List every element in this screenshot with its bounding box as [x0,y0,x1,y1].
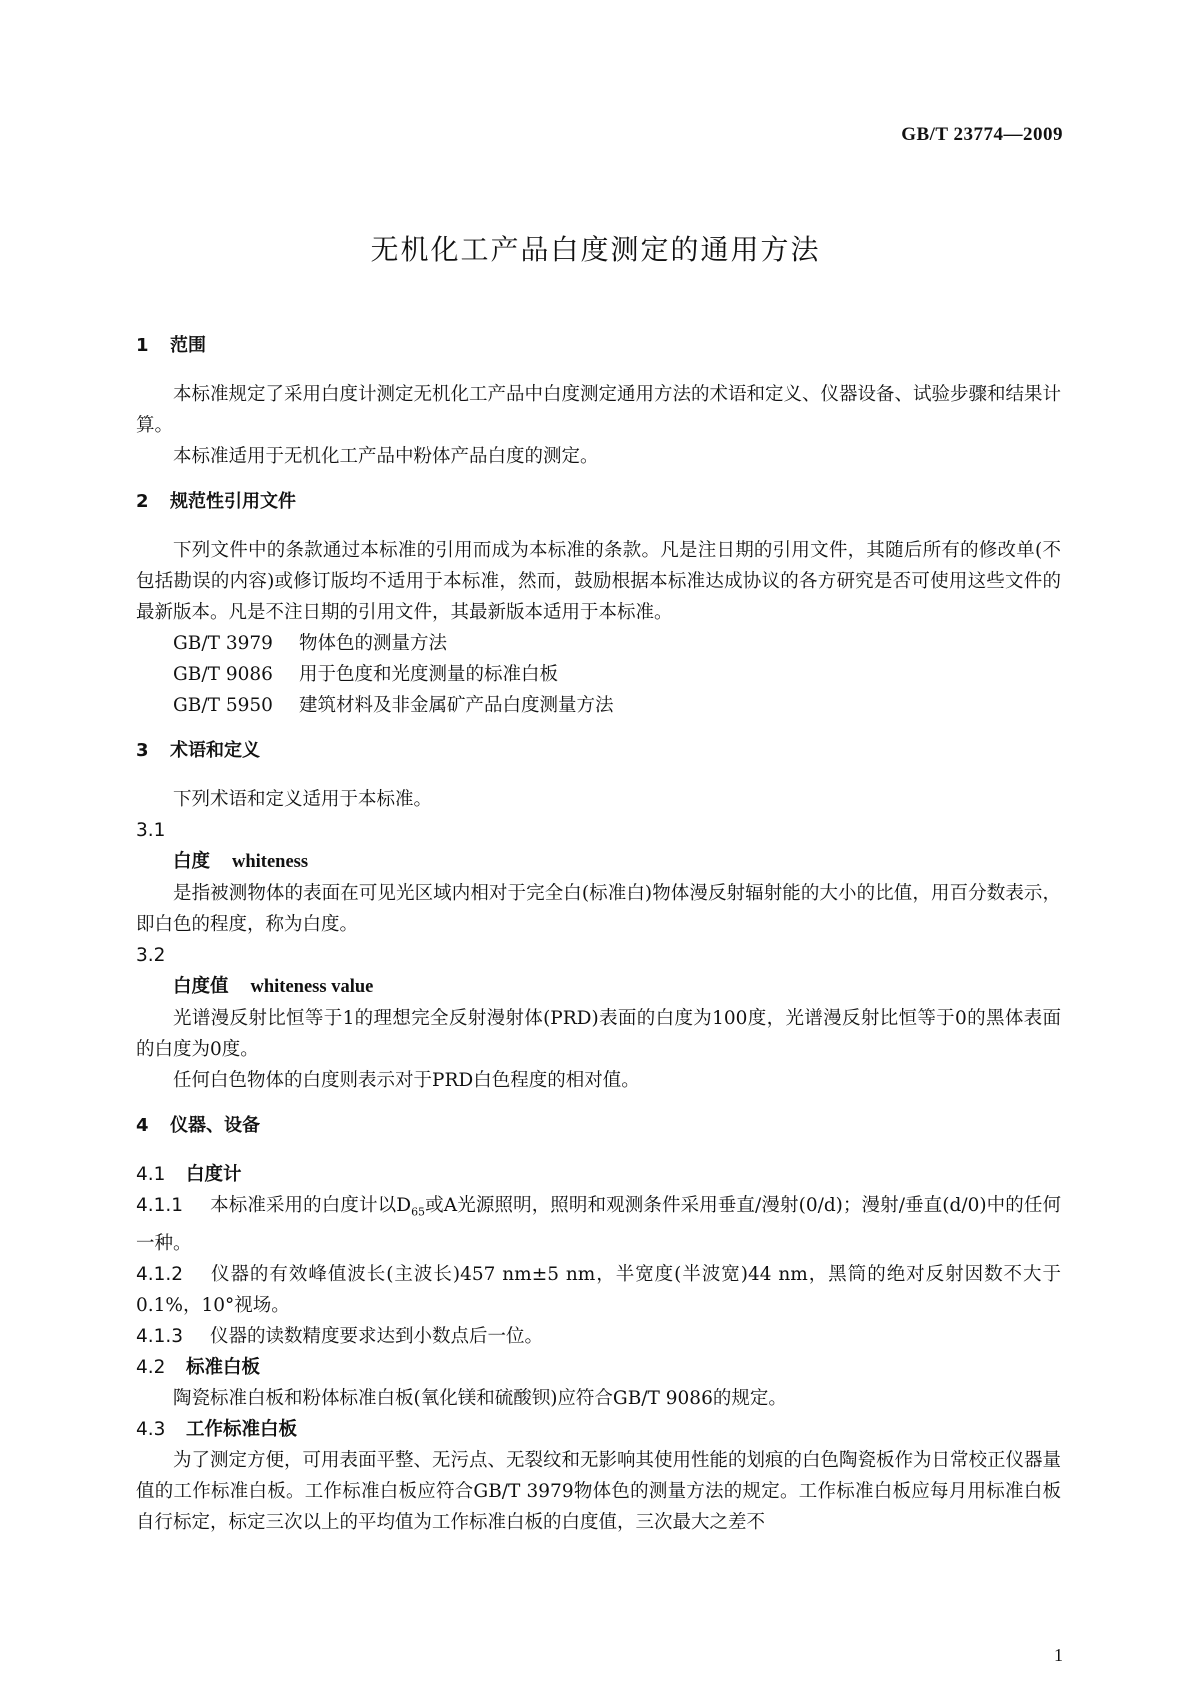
term-en: whiteness value [250,977,374,997]
paragraph: 本标准规定了采用白度计测定无机化工产品中白度测定通用方法的术语和定义、仪器设备、试验步骤和结果计算。 [136,384,1062,436]
paragraph: 下列术语和定义适用于本标准。 [173,789,433,810]
reference-name: 建筑材料及非金属矿产品白度测量方法 [299,695,614,716]
clause [136,1190,1061,1259]
subsection-title: 标准白板 [186,1356,261,1378]
clause [136,1321,1061,1352]
section-number: 3 [136,740,149,761]
reference-name: 用于色度和光度测量的标准白板 [299,664,559,685]
term-definition: 任何白色物体的白度则表示对于PRD白色程度的相对值。 [173,1070,640,1091]
clause-number: 4.1.3 [136,1325,184,1347]
section-heading-terms [136,735,1061,766]
subsection-heading [136,1352,1061,1383]
term-definition: 是指被测物体的表面在可见光区域内相对于完全白(标准白)物体漫反射辐射能的大小的比值，用百分数表示，即白色的程度，称为白度。 [136,883,1061,935]
section-number: 1 [136,335,149,356]
clause-number: 3.2 [136,945,166,966]
section-title: 仪器、设备 [170,1115,260,1136]
clause-number: 4.1.2 [136,1263,184,1285]
term-definition: 光谱漫反射比恒等于1的理想完全反射漫射体(PRD)表面的白度为100度，光谱漫反射比恒等于0的黑体表面的白度为0度。 [136,1008,1061,1060]
clause-number: 3.1 [136,820,166,841]
section-title: 范围 [170,335,206,356]
term-cn: 白度 [173,851,211,872]
paragraph: 本标准适用于无机化工产品中粉体产品白度的测定。 [173,446,599,467]
reference-code: GB/T 3979 [173,633,273,654]
section-number: 4 [136,1115,149,1136]
reference-item [136,628,1061,659]
clause-text: 或A光源照明，照明和观测条件采用垂直/漫射(0/d)；漫射/垂直(d/0)中的任何一种。 [136,1195,1061,1254]
subscript: 65 [411,1205,426,1219]
subsection-heading [136,1159,1061,1190]
paragraph: 陶瓷标准白板和粉体标准白板(氧化镁和硫酸钡)应符合GB/T 9086的规定。 [173,1387,787,1409]
section-heading-instruments [136,1110,1061,1141]
reference-code: GB/T 9086 [173,664,273,685]
document-title: 无机化工产品白度测定的通用方法 [370,233,821,266]
section-title: 规范性引用文件 [170,491,296,512]
standard-code: GB/T 23774—2009 [901,124,1063,145]
term-heading [136,846,1061,878]
clause-number: 4.1.1 [136,1195,184,1216]
reference-code: GB/T 5950 [173,695,273,716]
clause-text: 本标准采用的白度计以D [210,1195,412,1216]
reference-item [136,659,1061,690]
clause-text: 仪器的有效峰值波长(主波长)457 nm±5 nm，半宽度(半波宽)44 nm，黑筒的绝对反射因数不大于0.1%，10°视场。 [136,1263,1061,1316]
paragraph: 为了测定方便，可用表面平整、无污点、无裂纹和无影响其使用性能的划痕的白色陶瓷板作为日常校正仪器量值的工作标准白板。工作标准白板应符合GB/T 3979物体色的测量方法的规定。工作标准白板应每月用标准白板自行标定，标定三次以上的平均值为工作标准白板的白度值，三次最大之差不 [136,1449,1062,1533]
subsection-number: 4.2 [136,1356,166,1378]
page-number: 1 [1054,1645,1063,1665]
term-heading [136,971,1061,1003]
subsection-number: 4.3 [136,1418,166,1440]
section-heading-normative-references [136,486,1061,517]
reference-item [136,690,1061,721]
term-en: whiteness [232,852,309,872]
paragraph: 下列文件中的条款通过本标准的引用而成为本标准的条款。凡是注日期的引用文件，其随后所有的修改单(不包括勘误的内容)或修订版均不适用于本标准，然而，鼓励根据本标准达成协议的各方研究是否可使用这些文件的最新版本。凡是不注日期的引用文件，其最新版本适用于本标准。 [136,540,1061,623]
document-body [136,318,1061,1538]
subsection-number: 4.1 [136,1164,166,1185]
section-number: 2 [136,491,149,512]
reference-name: 物体色的测量方法 [299,633,448,654]
subsection-title: 工作标准白板 [186,1418,298,1440]
section-title: 术语和定义 [170,740,260,761]
clause-text: 仪器的读数精度要求达到小数点后一位。 [210,1325,544,1347]
subsection-heading [136,1414,1061,1445]
section-heading-scope [136,330,1061,361]
subsection-title: 白度计 [186,1164,242,1185]
term-cn: 白度值 [173,976,229,997]
clause [136,1259,1061,1321]
